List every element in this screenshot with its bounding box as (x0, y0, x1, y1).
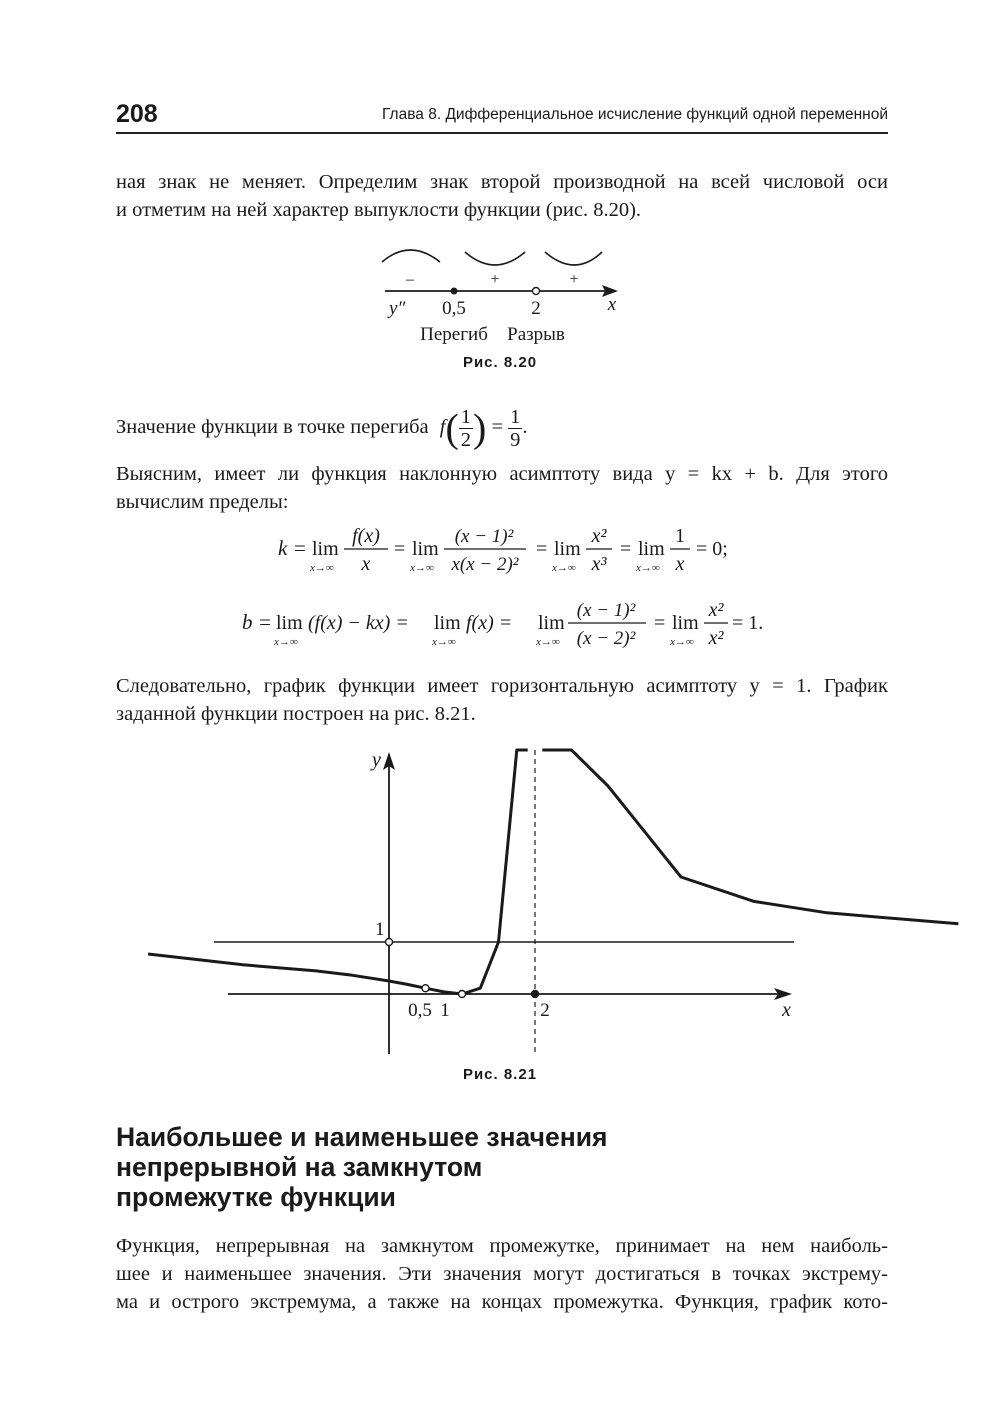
fraction-value (508, 406, 522, 451)
fraction-denominator: x (675, 553, 685, 575)
lim-subscript: x→∞ (670, 636, 694, 648)
graph-point-1 (386, 939, 393, 946)
x-tick-label-2: 2 (540, 1000, 550, 1021)
paragraph-asymptote-question (116, 460, 888, 516)
formula-term: (f(x) − kx) = (308, 612, 409, 634)
graph-point-2 (422, 985, 429, 992)
paragraph-line: Следовательно, график функции имеет горизонтальную асимптоту y = 1. График (116, 675, 888, 697)
paragraph-line: вычислим пределы: (116, 491, 289, 513)
paragraph-line: Функция, непрерывная на замкнутом промежутке, принимает на нем наиболь- (116, 1235, 888, 1257)
discontinuity-point (533, 288, 540, 295)
running-title: Глава 8. Дифференциальное исчисление функций одной переменной (382, 106, 888, 123)
axis-label-x: x (607, 294, 617, 315)
fraction-denominator: 9 (510, 428, 521, 451)
lim-symbol: lim (638, 538, 665, 560)
tick-label-2: 2 (531, 298, 541, 319)
lim-symbol: lim (538, 612, 565, 634)
figure-8-21-axes (214, 749, 794, 1054)
function-curve-branch-2 (542, 750, 958, 924)
paragraph-line: заданной функции построен на рис. 8.21. (116, 703, 476, 725)
formula-lhs: k = (278, 536, 307, 560)
right-paren: ) (473, 405, 487, 451)
lim-subscript: x→∞ (552, 562, 576, 574)
formula-result: = 1. (732, 612, 764, 634)
paragraph-intro (116, 168, 888, 224)
inflection-point (451, 288, 458, 295)
label-inflection: Перегиб (420, 324, 488, 345)
paragraph-line: шее и наименьшее значения. Эти значения могут достигаться в точках экстрему- (116, 1263, 888, 1285)
x-axis-label: x (782, 999, 791, 1021)
graph-point-4 (532, 991, 539, 998)
axis-label-y-double-prime: y″ (389, 298, 406, 319)
fraction-denominator: x² (708, 627, 724, 649)
y-axis-label: y (372, 749, 381, 771)
graph-point-3 (459, 991, 466, 998)
tick-label-0-5: 0,5 (442, 298, 466, 319)
sign-plus-1: + (490, 271, 500, 288)
fraction-numerator: 1 (510, 405, 521, 428)
lim-symbol: lim (554, 538, 581, 560)
function-symbol: f (439, 416, 446, 438)
lim-symbol: lim (276, 612, 303, 634)
lim-subscript: x→∞ (274, 636, 298, 648)
lim-symbol: lim (434, 612, 461, 634)
paragraph-closed-interval (116, 1232, 888, 1316)
paragraph-inflection-value (116, 400, 888, 455)
fraction-argument (459, 406, 473, 451)
concavity-arc-2 (545, 252, 602, 265)
figure-8-21-caption: Рис. 8.21 (462, 1066, 538, 1083)
formula-k (270, 518, 750, 582)
equals-sign: = (536, 538, 548, 560)
paragraph-line: ная знак не меняет. Определим знак второй производной на всей числовой оси (116, 171, 888, 193)
label-discontinuity: Разрыв (507, 324, 565, 345)
left-paren: ( (445, 405, 459, 451)
paragraph-text: Значение функции в точке перегиба (116, 416, 429, 438)
heading-line: непрерывной на замкнутом (116, 1152, 483, 1182)
function-curve-branch-1 (148, 750, 528, 994)
fraction-numerator: 1 (675, 525, 685, 547)
equals-sign: = (394, 538, 406, 560)
fraction-denominator: 2 (460, 428, 472, 451)
formula-result: = 0; (696, 538, 728, 560)
fraction-numerator: (x − 1)² (454, 526, 514, 547)
figure-8-21 (0, 740, 1000, 1070)
concavity-arc-1 (465, 252, 525, 265)
fraction-denominator: x³ (591, 553, 607, 575)
fraction-numerator: (x − 1)² (576, 600, 636, 621)
formula-b (236, 592, 776, 656)
sign-minus: – (406, 271, 414, 288)
heading-line: Наибольшее и наименьшее значения (116, 1122, 608, 1152)
sign-plus-2: + (569, 271, 579, 288)
equals-sign: = (654, 612, 666, 634)
section-heading (116, 1122, 816, 1212)
lim-symbol: lim (672, 612, 699, 634)
lim-symbol: lim (312, 538, 339, 560)
heading-line: промежутке функции (116, 1182, 396, 1212)
paragraph-conclusion (116, 672, 888, 728)
period: . (522, 416, 528, 438)
lim-subscript: x→∞ (432, 636, 456, 648)
y-tick-label-1: 1 (375, 919, 385, 940)
paragraph-line: и отметим на ней характер выпуклости функции (рис. 8.20). (116, 199, 642, 221)
fraction-numerator: 1 (460, 405, 472, 428)
fraction-numerator: x² (708, 599, 724, 621)
formula-lhs: b = (242, 610, 272, 634)
paragraph-line: Выясним, имеет ли функция наклонную асимптоту вида y = kx + b. Для этого (116, 463, 888, 485)
fraction-denominator: x(x − 2)² (451, 554, 519, 575)
figure-8-20-caption: Рис. 8.20 (462, 354, 538, 371)
formula-term: f(x) = (466, 612, 513, 634)
fraction-numerator: x² (591, 525, 607, 547)
x-tick-label-1: 1 (440, 1000, 450, 1021)
equals-sign: = (620, 538, 632, 560)
lim-subscript: x→∞ (636, 562, 660, 574)
paragraph-line: ма и острого экстремума, а также на концах промежутка. Функция, график кото- (116, 1291, 888, 1313)
lim-symbol: lim (412, 538, 439, 560)
fraction-denominator: (x − 2)² (576, 628, 636, 649)
figure-8-20 (370, 240, 630, 350)
fraction-denominator: x (361, 553, 371, 575)
page-header (116, 100, 888, 134)
lim-subscript: x→∞ (310, 562, 334, 574)
lim-subscript: x→∞ (536, 636, 560, 648)
lim-subscript: x→∞ (410, 562, 434, 574)
x-tick-label-0-5: 0,5 (408, 1000, 432, 1021)
convexity-arc-up (382, 250, 440, 262)
fraction-numerator: f(x) (352, 525, 380, 547)
equals-sign: = (491, 416, 504, 438)
page-number: 208 (116, 100, 158, 128)
